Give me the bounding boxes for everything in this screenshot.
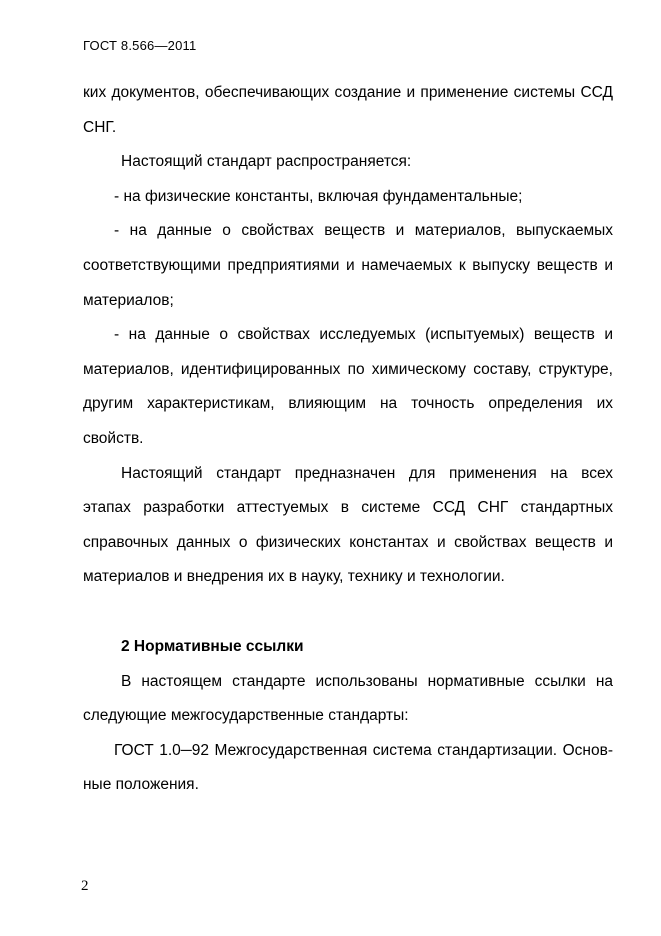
- page-number: 2: [81, 878, 89, 894]
- paragraph-line: ких документов, обеспечивающих создание и применение системы ССД: [83, 84, 613, 101]
- paragraph-line: материалов, идентифицированных по химическому составу, структуре,: [83, 360, 613, 378]
- section-spacer: [83, 595, 613, 630]
- paragraph-line: другим характеристикам, влияющим на точность определения их: [83, 395, 613, 413]
- paragraph-line: Настоящий стандарт распространяется:: [121, 153, 412, 171]
- paragraph-line: справочных данных о физических константах и свойствах веществ и: [83, 533, 613, 551]
- paragraph-line: соответствующими предприятиями и намечаемых к выпуску веществ и: [83, 256, 613, 274]
- reference-entry: ГОСТ 1.0─92 Межгосударственная система стандартизации. Основ-: [114, 741, 613, 759]
- document-body: [83, 76, 613, 803]
- paragraph-line: СНГ.: [83, 118, 117, 136]
- paragraph-line: В настоящем стандарте использованы нормативные ссылки на: [121, 672, 613, 690]
- list-item: - на физические константы, включая фундаментальные;: [114, 187, 523, 205]
- paragraph-line: следующие межгосударственные стандарты:: [83, 707, 409, 725]
- paragraph-line: этапах разработки аттестуемых в системе ССД СНГ стандартных: [83, 499, 613, 517]
- list-item: - на данные о свойствах веществ и материалов, выпускаемых: [114, 222, 613, 240]
- list-item: - на данные о свойствах исследуемых (испытуемых) веществ и: [114, 326, 613, 344]
- paragraph-line: материалов;: [83, 291, 174, 309]
- paragraph-line: свойств.: [83, 429, 144, 447]
- section-title: 2 Нормативные ссылки: [121, 637, 304, 655]
- paragraph-line: материалов и внедрения их в науку, технику и технологии.: [83, 568, 505, 586]
- document-header: ГОСТ 8.566—2011: [83, 38, 197, 53]
- paragraph-line: ные положения.: [83, 776, 199, 794]
- paragraph-line: Настоящий стандарт предназначен для применения на всех: [121, 464, 613, 482]
